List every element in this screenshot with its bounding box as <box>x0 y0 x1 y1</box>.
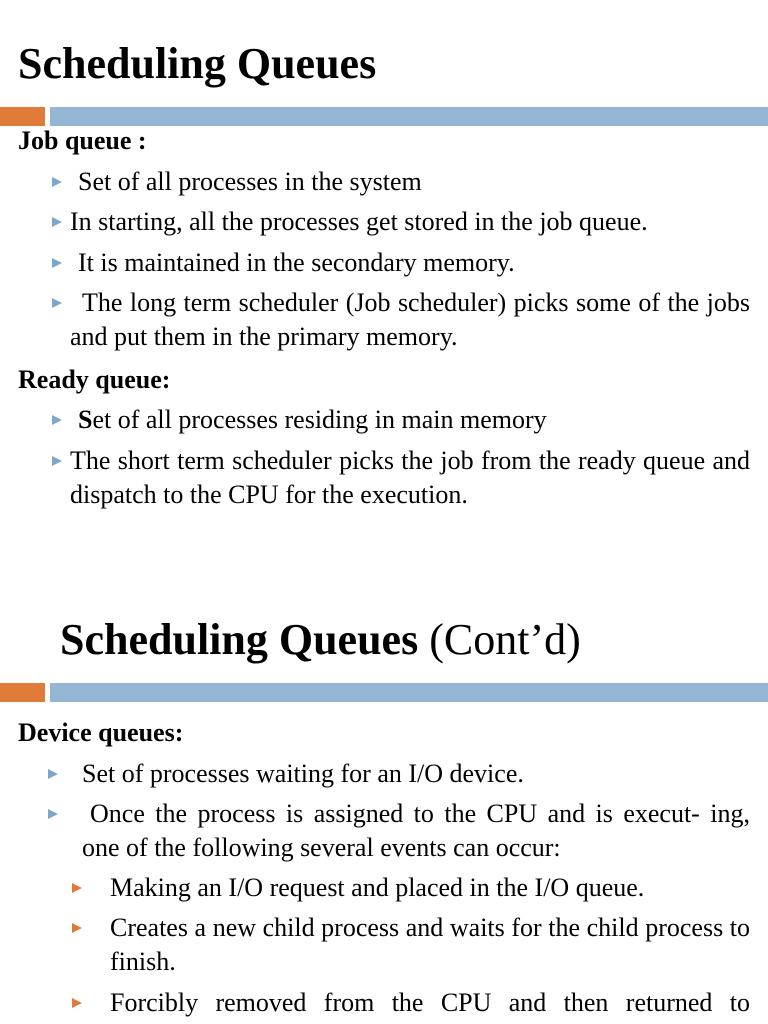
list-item-text: The long term scheduler (Job scheduler) picks some of the jobs and put them in the primary memory. <box>70 288 750 351</box>
list-item <box>70 205 750 239</box>
triangle-bullet-icon <box>52 258 62 268</box>
triangle-bullet-icon <box>52 298 62 308</box>
sub-list-item <box>110 986 750 1020</box>
slide-scheduling-queues-contd <box>0 580 768 1024</box>
ready-queue-heading: Ready queue: <box>18 365 171 394</box>
list-item-text: Once the process is assigned to the CPU and is execut- ing, one of the following several events can occur: <box>82 799 750 862</box>
title-accent-bar-orange <box>0 683 45 702</box>
emphasis-letter: S <box>78 405 93 434</box>
sub-list-item-text: Creates a new child process and waits for the child process to finish. <box>110 913 750 976</box>
triangle-bullet-icon <box>52 177 62 187</box>
list-item-text <box>70 403 750 437</box>
triangle-bullet-icon <box>72 923 82 933</box>
list-item-text: In starting, all the processes get stored in the job queue. <box>70 207 648 236</box>
slide-title <box>60 614 581 666</box>
title-accent-bar-blue <box>50 683 768 702</box>
list-item <box>82 797 750 865</box>
title-accent-bar-blue <box>50 107 768 126</box>
slide-title: Scheduling Queues <box>18 39 377 88</box>
device-queues-heading: Device queues: <box>18 718 184 747</box>
list-item-text: The short term scheduler picks the job from the ready queue and dispatch to the CPU for the execution. <box>70 446 750 509</box>
list-item <box>70 246 750 280</box>
triangle-bullet-icon <box>48 809 58 819</box>
sub-list-item <box>110 871 750 905</box>
triangle-bullet-icon <box>48 769 58 779</box>
list-item-text-rest: et of all processes residing in main memory <box>92 405 547 434</box>
list-item <box>82 757 750 791</box>
list-item <box>70 286 750 354</box>
list-item-text: Set of all processes in the system <box>78 167 422 196</box>
triangle-bullet-icon <box>72 998 82 1008</box>
list-item-text: Set of processes waiting for an I/O device. <box>82 759 524 788</box>
triangle-bullet-icon <box>52 456 62 466</box>
sub-list-item-text: Making an I/O request and placed in the I/O queue. <box>110 873 645 902</box>
sub-list-item <box>110 911 750 979</box>
list-item <box>70 165 750 199</box>
list-item-text: It is maintained in the secondary memory. <box>78 248 515 277</box>
slide-title-main: Scheduling Queues <box>60 615 419 664</box>
sub-list-item-text: Forcibly removed from the CPU and then returned to <box>110 988 750 1017</box>
triangle-bullet-icon <box>72 883 82 893</box>
triangle-bullet-icon <box>52 217 62 227</box>
job-queue-heading: Job queue : <box>18 126 147 155</box>
list-item <box>70 403 750 437</box>
slide-title-contd: (Cont’d) <box>429 615 581 664</box>
list-item <box>70 444 750 512</box>
triangle-bullet-icon <box>52 415 62 425</box>
